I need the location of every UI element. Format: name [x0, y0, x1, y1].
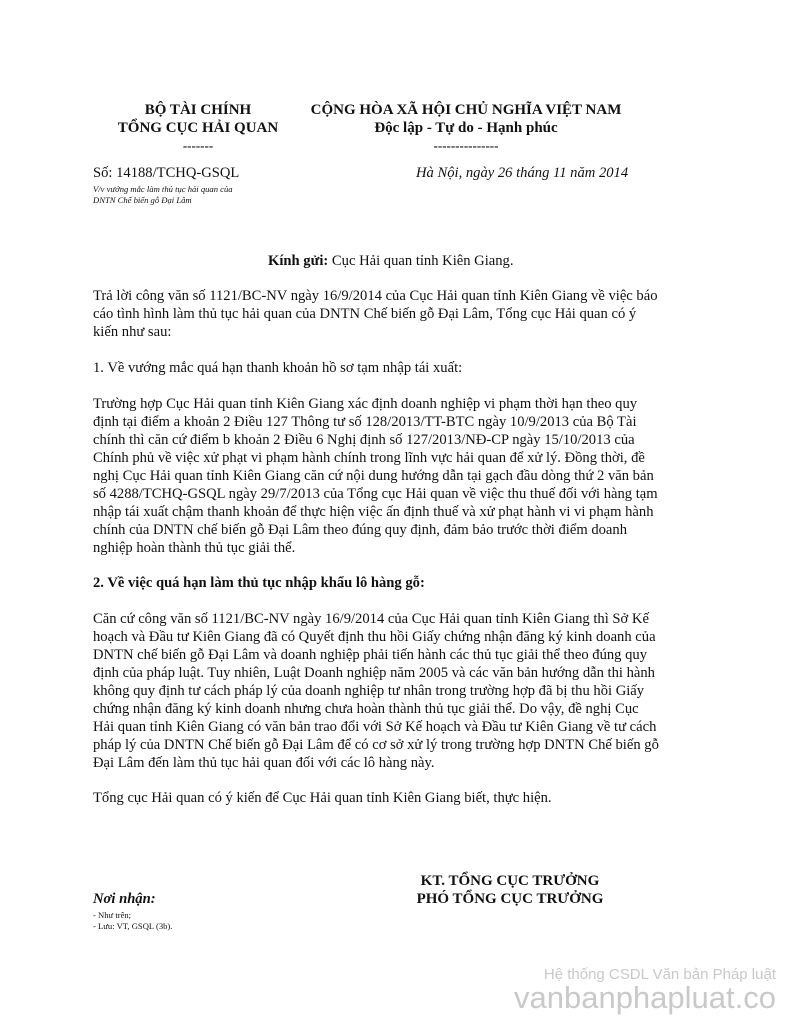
- recipient-item: - Lưu: VT, GSQL (3b).: [93, 921, 173, 931]
- watermark-tagline: Hệ thống CSDL Văn bản Pháp luật: [543, 966, 776, 983]
- section-1-paragraph: [93, 395, 705, 557]
- text-line: nhập tái xuất chậm thanh khoản để thực hiện việc ấn định thuế và xử phạt hành vi vi phạm hành: [93, 504, 654, 520]
- department-name: TỔNG CỤC HẢI QUAN: [117, 120, 279, 136]
- national-motto: Độc lập - Tự do - Hạnh phúc: [374, 120, 558, 136]
- section-1-title: 1. Về vướng mắc quá hạn thanh khoản hồ sơ tạm nhập tái xuất:: [93, 360, 463, 376]
- signature-title-1: KT. TỔNG CỤC TRƯỞNG: [420, 873, 600, 889]
- ministry-name: BỘ TÀI CHÍNH: [144, 102, 252, 118]
- left-separator: -------: [182, 138, 214, 153]
- right-separator: ---------------: [433, 138, 499, 153]
- subject-line-2: DNTN Chế biến gỗ Đại Lâm: [93, 195, 192, 205]
- recipient-label: Kính gửi:: [268, 253, 329, 269]
- text-line: chứng nhận đăng ký kinh doanh nhưng chưa hoàn thành thủ tục giải thể. Do vậy, đề nghị Cục: [93, 701, 639, 717]
- signature-title-2: PHÓ TỔNG CỤC TRƯỞNG: [416, 891, 604, 907]
- text-line: Đại Lâm đến làm thủ tục hải quan đối với các lô hàng này.: [93, 755, 435, 771]
- text-line: hoạch và Đầu tư Kiên Giang đã có Quyết định thu hồi Giấy chứng nhận đăng ký kinh doanh của: [93, 629, 656, 645]
- place-date: Hà Nội, ngày 26 tháng 11 năm 2014: [416, 165, 629, 181]
- text-line: Trả lời công văn số 1121/BC-NV ngày 16/9/2014 của Cục Hải quan tỉnh Kiên Giang về việc báo: [93, 288, 658, 304]
- section-2-paragraph: [93, 610, 705, 772]
- text-line: chính thì căn cứ điểm b khoản 2 Điều 6 Nghị định số 127/2013/NĐ-CP ngày 15/10/2013 của: [93, 432, 635, 448]
- text-line: nghị Cục Hải quan tỉnh Kiên Giang căn cứ nội dung hướng dẫn tại gạch đầu dòng thứ 2 văn bản: [93, 468, 654, 484]
- text-line: DNTN chế biến gỗ Đại Lâm và doanh nghiệp phải tiến hành các thủ tục giải thể theo đúng quy: [93, 647, 647, 663]
- text-line: Căn cứ công văn số 1121/BC-NV ngày 16/9/2014 của Cục Hải quan tỉnh Kiên Giang thì Sở Kế: [93, 611, 649, 627]
- intro-paragraph: [93, 287, 705, 341]
- text-line: không quy định tư cách pháp lý của doanh nghiệp tư nhân trong trường hợp đã bị thu hồi Giấy: [93, 683, 645, 699]
- text-line: kiến như sau:: [93, 324, 172, 340]
- section-2-title: 2. Về việc quá hạn làm thủ tục nhập khẩu lô hàng gỗ:: [93, 575, 425, 591]
- text-line: Chính phủ về việc xử phạt vi phạm hành chính trong lĩnh vực hải quan để xử lý. Đồng thời, đề: [93, 450, 645, 466]
- recipient-line: [268, 253, 514, 270]
- text-line: định của pháp luật. Tuy nhiên, Luật Doanh nghiệp năm 2005 và các văn bản hướng dẫn thi hành: [93, 665, 655, 681]
- text-line: Trường hợp Cục Hải quan tỉnh Kiên Giang xác định doanh nghiệp vi phạm thời hạn theo quy: [93, 396, 638, 412]
- recipient-name: Cục Hải quan tỉnh Kiên Giang.: [331, 253, 514, 269]
- document-number: Số: 14188/TCHQ-GSQL: [93, 165, 240, 181]
- subject-line-1: V/v vướng mắc làm thủ tục hải quan của: [93, 184, 233, 194]
- recipient-item: - Như trên;: [93, 910, 132, 920]
- recipients-label: Nơi nhận:: [93, 891, 156, 907]
- text-line: định tại điểm a khoản 2 Điều 127 Thông tư số 128/2013/TT-BTC ngày 10/9/2013 của Bộ Tài: [93, 414, 637, 430]
- text-line: Hải quan tỉnh Kiên Giang có văn bản trao đổi với Sở Kế hoạch và Đầu tư Kiên Giang về tư cách: [93, 719, 657, 735]
- text-line: nghiệp hoàn thành thủ tục giải thể.: [93, 540, 296, 556]
- text-line: cáo tình hình làm thủ tục hải quan của DNTN Chế biến gỗ Đại Lâm, Tổng cục Hải quan có ý: [93, 306, 637, 322]
- closing-paragraph: Tổng cục Hải quan có ý kiến để Cục Hải quan tỉnh Kiên Giang biết, thực hiện.: [93, 790, 552, 806]
- text-line: pháp lý của DNTN Chế biến gỗ Đại Lâm để có cơ sở xử lý trong trường hợp DNTN Chế biến gỗ: [93, 737, 659, 753]
- watermark-site: vanbanphapluat.co: [513, 980, 776, 1015]
- text-line: số 4288/TCHQ-GSQL ngày 29/7/2013 của Tổng cục Hải quan về việc thu thuế đối với hàng tạm: [93, 486, 658, 502]
- nation-title: CỘNG HÒA XÃ HỘI CHỦ NGHĨA VIỆT NAM: [310, 102, 622, 118]
- text-line: chính của DNTN chế biến gỗ Đại Lâm theo đúng quy định, đảm bảo trước thời điểm doanh: [93, 522, 627, 538]
